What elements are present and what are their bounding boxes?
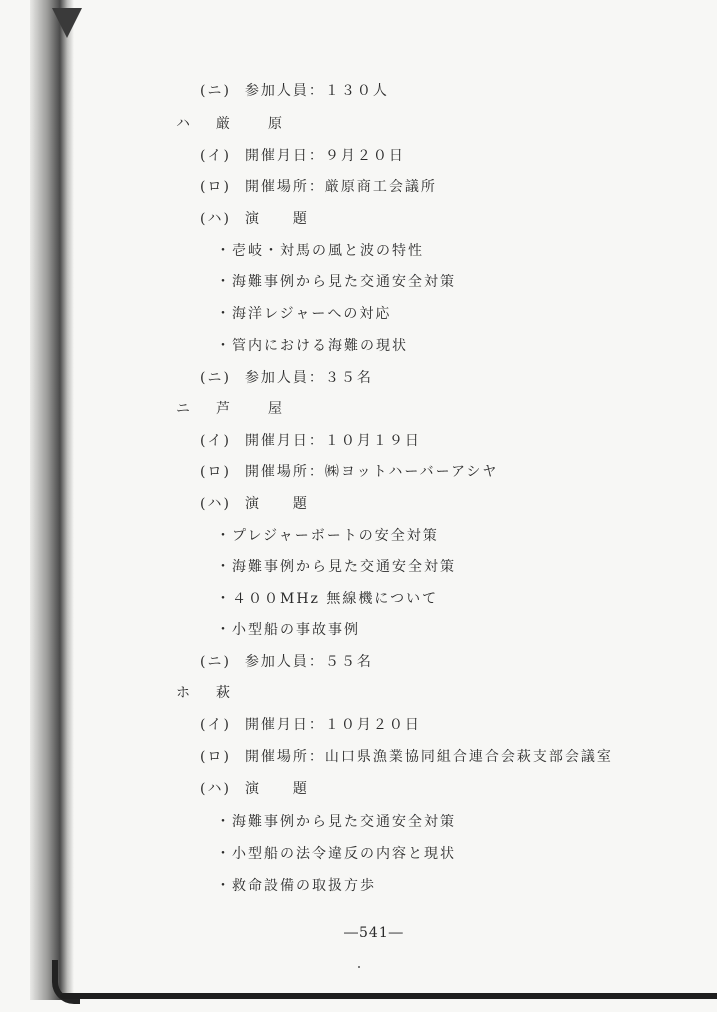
item-marker: (ハ) — [200, 211, 231, 227]
bullet: ・ — [216, 559, 232, 575]
bullet: ・ — [216, 878, 232, 894]
binding-shadow — [30, 0, 74, 1000]
attendance-line — [200, 369, 373, 387]
item-marker: (ロ) — [200, 464, 231, 480]
date-line — [200, 432, 421, 450]
line-text: プレジャーボートの安全対策 — [232, 528, 439, 544]
line-text: 参加人員：１３０人 — [244, 83, 389, 99]
date-line — [200, 147, 405, 165]
bullet: ・ — [216, 591, 232, 607]
item-marker: (イ) — [200, 717, 231, 733]
line-text: ４００MHz 無線機について — [232, 591, 439, 607]
bullet: ・ — [216, 528, 232, 544]
line-text: 開催月日：１０月１９日 — [244, 433, 421, 449]
topic-item — [216, 845, 456, 863]
line-text: 参加人員：５５名 — [244, 654, 373, 670]
topics-heading — [200, 780, 309, 798]
line-text: 演 題 — [244, 211, 309, 227]
line-text: 開催場所：山口県漁業協同組合連合会萩支部会議室 — [244, 749, 613, 765]
bullet: ・ — [216, 306, 232, 322]
venue-line — [200, 463, 498, 481]
bullet: ・ — [216, 243, 232, 259]
bullet: ・ — [216, 846, 232, 862]
section-title: 芦 屋 — [216, 401, 294, 417]
line-text: 参加人員：３５名 — [244, 370, 373, 386]
item-marker: (ロ) — [200, 179, 231, 195]
item-marker: (ハ) — [200, 781, 231, 797]
line-text: 壱岐・対馬の風と波の特性 — [232, 243, 424, 259]
topic-item — [216, 877, 376, 895]
line-text: 海難事例から見た交通安全対策 — [232, 814, 456, 830]
line-text: 開催月日：９月２０日 — [244, 148, 405, 164]
topics-heading — [200, 210, 309, 228]
bullet: ・ — [216, 622, 232, 638]
topic-item — [216, 305, 391, 323]
line-text: 開催場所：㈱ヨットハーバーアシヤ — [244, 464, 499, 480]
venue-line — [200, 748, 613, 766]
section-marker: ホ — [176, 685, 192, 701]
item-marker: (イ) — [200, 433, 231, 449]
item-marker: (ハ) — [200, 496, 231, 512]
line-text: 海難事例から見た交通安全対策 — [232, 559, 456, 575]
line-text: 海難事例から見た交通安全対策 — [232, 274, 456, 290]
attendance-line — [200, 653, 373, 671]
line-text: 開催場所：厳原商工会議所 — [244, 179, 437, 195]
line-text: 救命設備の取扱方歩 — [232, 878, 376, 894]
topic-item — [216, 558, 456, 576]
venue-line — [200, 178, 437, 196]
item-marker: (ニ) — [200, 654, 231, 670]
paper-speck — [358, 966, 360, 968]
topic-item — [216, 813, 456, 831]
line-text: 演 題 — [244, 781, 309, 797]
topic-item — [216, 621, 360, 639]
bullet: ・ — [216, 814, 232, 830]
item-marker: (ニ) — [200, 370, 231, 386]
section-title: 厳 原 — [216, 116, 294, 132]
section-title: 萩 — [216, 685, 242, 701]
item-marker: (ロ) — [200, 749, 231, 765]
line-text: 小型船の事故事例 — [232, 622, 360, 638]
line-text: 管内における海難の現状 — [232, 338, 408, 354]
line-text: 小型船の法令違反の内容と現状 — [232, 846, 456, 862]
topic-item — [216, 590, 438, 608]
bottom-edge-rule — [60, 993, 717, 999]
topics-heading — [200, 495, 309, 513]
binding-top-mark — [52, 8, 82, 38]
bullet: ・ — [216, 274, 232, 290]
topic-item — [216, 337, 408, 355]
topic-item — [216, 527, 439, 545]
line-text: 開催月日：１０月２０日 — [244, 717, 421, 733]
item-marker: (ニ) — [200, 83, 231, 99]
line-text: 海洋レジャーへの対応 — [232, 306, 392, 322]
section-heading — [176, 400, 294, 418]
page-number: ―541― — [344, 925, 404, 941]
line-text: 演 題 — [244, 496, 309, 512]
date-line — [200, 716, 421, 734]
topic-item — [216, 273, 456, 291]
section-marker: ニ — [176, 401, 192, 417]
section-heading — [176, 115, 294, 133]
bullet: ・ — [216, 338, 232, 354]
attendance-line — [200, 82, 389, 100]
section-marker: ハ — [176, 116, 192, 132]
item-marker: (イ) — [200, 148, 231, 164]
section-heading — [176, 684, 242, 702]
topic-item — [216, 242, 424, 260]
